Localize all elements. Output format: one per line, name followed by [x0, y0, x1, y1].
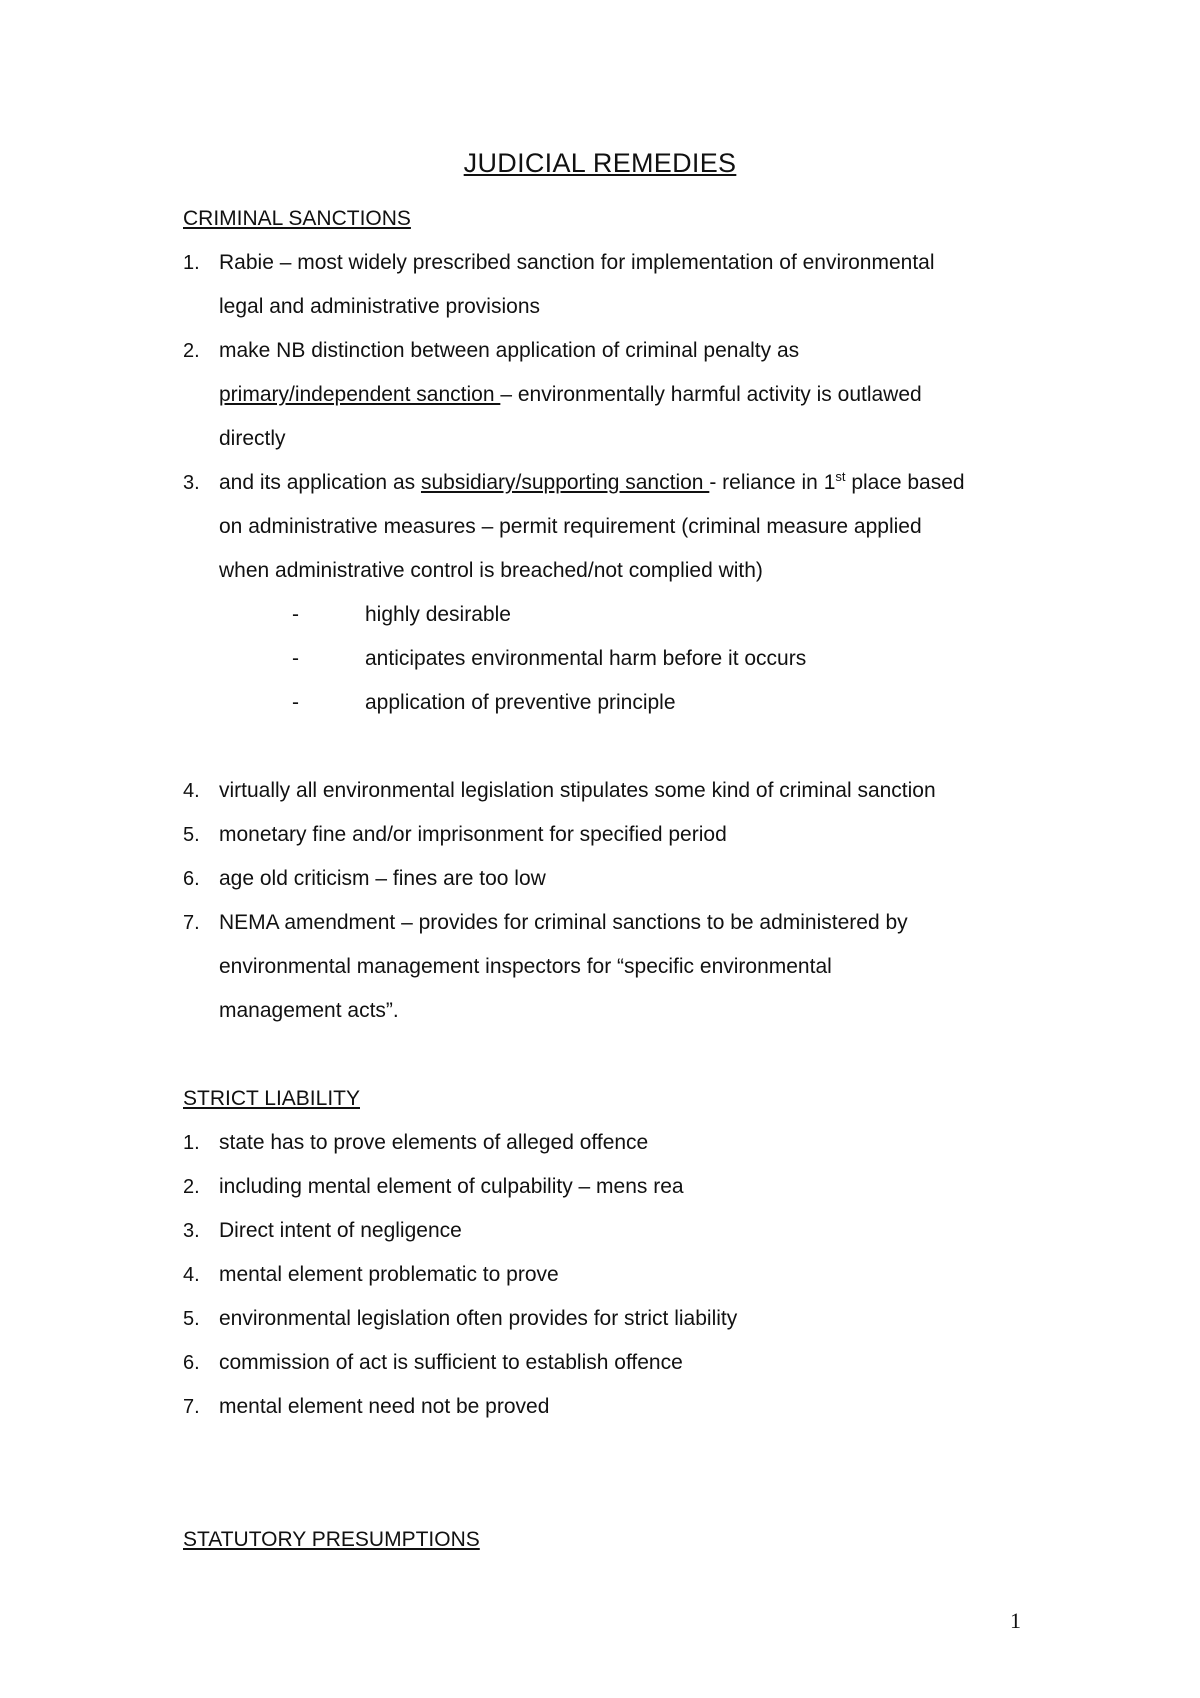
superscript: st — [835, 469, 846, 484]
list-item-text: commission of act is sufficient to establish offence — [219, 1351, 683, 1374]
list-number: 7. — [183, 912, 200, 934]
list-item-text: Rabie – most widely prescribed sanction for implementation of environmental — [219, 251, 935, 274]
text-part: and its application as — [219, 471, 421, 494]
list-item-text: legal and administrative provisions — [219, 295, 540, 318]
list-item-text: management acts”. — [219, 999, 399, 1022]
list-item-text: environmental legislation often provides for strict liability — [219, 1307, 738, 1330]
list-item-text-rest: – environmentally harmful activity is outlawed — [500, 383, 922, 406]
dash-bullet: - — [292, 691, 299, 714]
list-item-text: make NB distinction between application of criminal penalty as — [219, 339, 800, 362]
list-number: 4. — [183, 1264, 200, 1286]
list-number: 6. — [183, 1352, 200, 1374]
list-item-text: when administrative control is breached/not complied with) — [219, 559, 763, 582]
section-heading-criminal-sanctions: CRIMINAL SANCTIONS — [183, 207, 411, 230]
text-part: place based — [845, 471, 965, 494]
list-item-text: Direct intent of negligence — [219, 1219, 462, 1242]
list-item-text: age old criticism – fines are too low — [219, 867, 546, 890]
dash-bullet: - — [292, 603, 299, 626]
sub-bullet-text: highly desirable — [365, 603, 511, 626]
list-number: 1. — [183, 1132, 200, 1154]
list-item-text: including mental element of culpability – mens rea — [219, 1175, 684, 1198]
dash-bullet: - — [292, 647, 299, 670]
list-item-text — [219, 471, 965, 495]
list-number: 1. — [183, 252, 200, 274]
sub-bullet-text: anticipates environmental harm before it occurs — [365, 647, 807, 670]
page-title: JUDICIAL REMEDIES — [463, 148, 737, 178]
list-item-text: state has to prove elements of alleged offence — [219, 1131, 649, 1154]
list-number: 2. — [183, 340, 200, 362]
page-number: 1 — [1010, 1608, 1021, 1633]
underlined-term: primary/independent sanction — [219, 383, 501, 406]
list-item-text: monetary fine and/or imprisonment for specified period — [219, 823, 727, 846]
list-number: 6. — [183, 868, 200, 890]
underlined-term: subsidiary/supporting sanction — [420, 471, 710, 494]
list-item-text: directly — [219, 427, 286, 450]
sub-bullet-text: application of preventive principle — [365, 691, 676, 714]
text-part: - reliance in 1 — [709, 471, 836, 494]
list-item-text — [219, 383, 922, 407]
list-number: 2. — [183, 1176, 200, 1198]
list-number: 4. — [183, 780, 200, 802]
list-number: 5. — [183, 1308, 200, 1330]
list-item-text: mental element need not be proved — [219, 1395, 550, 1418]
section-heading-strict-liability: STRICT LIABILITY — [183, 1087, 360, 1110]
list-number: 7. — [183, 1396, 200, 1418]
section-heading-statutory-presumptions: STATUTORY PRESUMPTIONS — [183, 1528, 480, 1551]
list-number: 3. — [183, 472, 200, 494]
list-number: 3. — [183, 1220, 200, 1242]
list-item-text: on administrative measures – permit requirement (criminal measure applied — [219, 515, 922, 538]
list-number: 5. — [183, 824, 200, 846]
list-item-text: NEMA amendment – provides for criminal sanctions to be administered by — [219, 911, 908, 934]
list-item-text: mental element problematic to prove — [219, 1263, 559, 1286]
list-item-text: virtually all environmental legislation stipulates some kind of criminal sanction — [219, 779, 936, 802]
list-item-text: environmental management inspectors for “specific environmental — [219, 955, 832, 978]
